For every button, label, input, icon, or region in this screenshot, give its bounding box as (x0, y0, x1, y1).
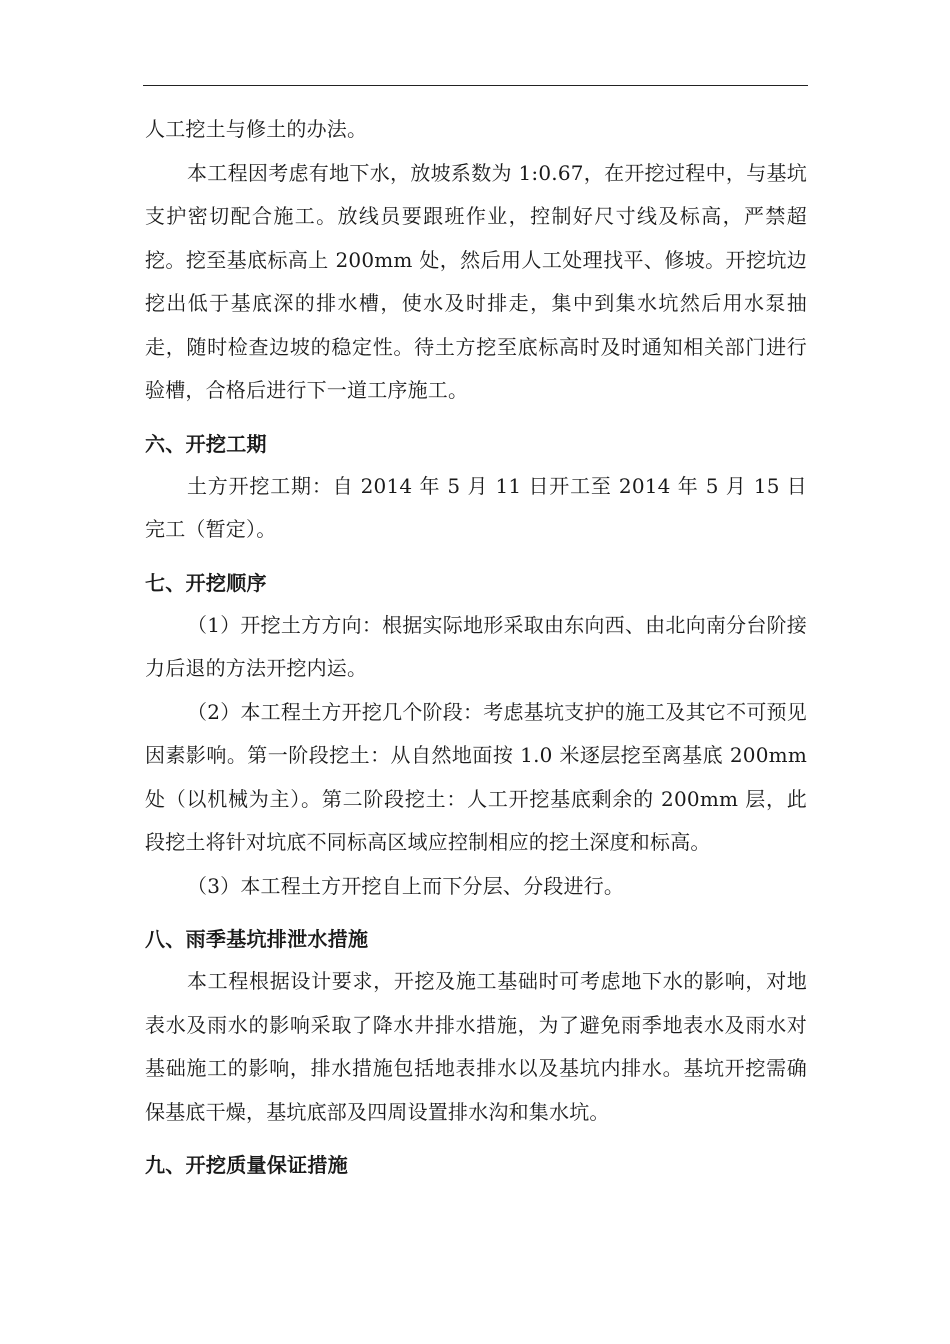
paragraph-schedule: 土方开挖工期：自 2014 年 5 月 11 日开工至 2014 年 5 月 15 日完工（暂定）。 (145, 473, 807, 541)
document-body (145, 108, 807, 1186)
header-rule (143, 85, 808, 86)
section-heading-schedule: 六、开挖工期 (145, 431, 267, 456)
section-heading-drainage: 八、雨季基坑排泄水措施 (145, 927, 369, 951)
paragraph-drainage: 本工程根据设计要求，开挖及施工基础时可考虑地下水的影响，对地表水及雨水的影响采取了降水井排水措施，为了避免雨季地表水及雨水对基础施工的影响，排水措施包括地表排水以及基坑内排水。基坑开挖需确保基底干燥，基坑底部及四周设置排水沟和集水坑。 (145, 969, 807, 1124)
section-heading-sequence: 七、开挖顺序 (145, 570, 267, 595)
paragraph-sequence-2: （2）本工程土方开挖几个阶段：考虑基坑支护的施工及其它不可预见因素影响。第一阶段挖土：从自然地面按 1.0 米逐层挖至离基底 200mm 处（以机械为主）。第二阶段挖土：人工开挖基底剩余的 200mm 层，此段挖土将针对坑底不同标高区域应控制相应的挖土深度和标高。 (145, 699, 807, 854)
paragraph-continuation: 人工挖土与修土的办法。 (145, 117, 368, 141)
paragraph-excavation-method: 本工程因考虑有地下水，放坡系数为 1:0.67，在开挖过程中，与基坑支护密切配合施工。放线员要跟班作业，控制好尺寸线及标高，严禁超挖。挖至基底标高上 200mm 处，然后用人工处理找平、修坡。开挖坑边挖出低于基底深的排水槽，使水及时排走，集中到集水坑然后用水泵抽走，随时检查边坡的稳定性。待土方挖至底标高时及时通知相关部门进行验槽，合格后进行下一道工序施工。 (145, 160, 807, 402)
paragraph-sequence-3: （3）本工程土方开挖自上而下分层、分段进行。 (187, 873, 625, 898)
section-heading-quality: 九、开挖质量保证措施 (145, 1153, 348, 1177)
paragraph-sequence-1: （1）开挖土方方向：根据实际地形采取由东向西、由北向南分台阶接力后退的方法开挖内运。 (145, 612, 807, 680)
